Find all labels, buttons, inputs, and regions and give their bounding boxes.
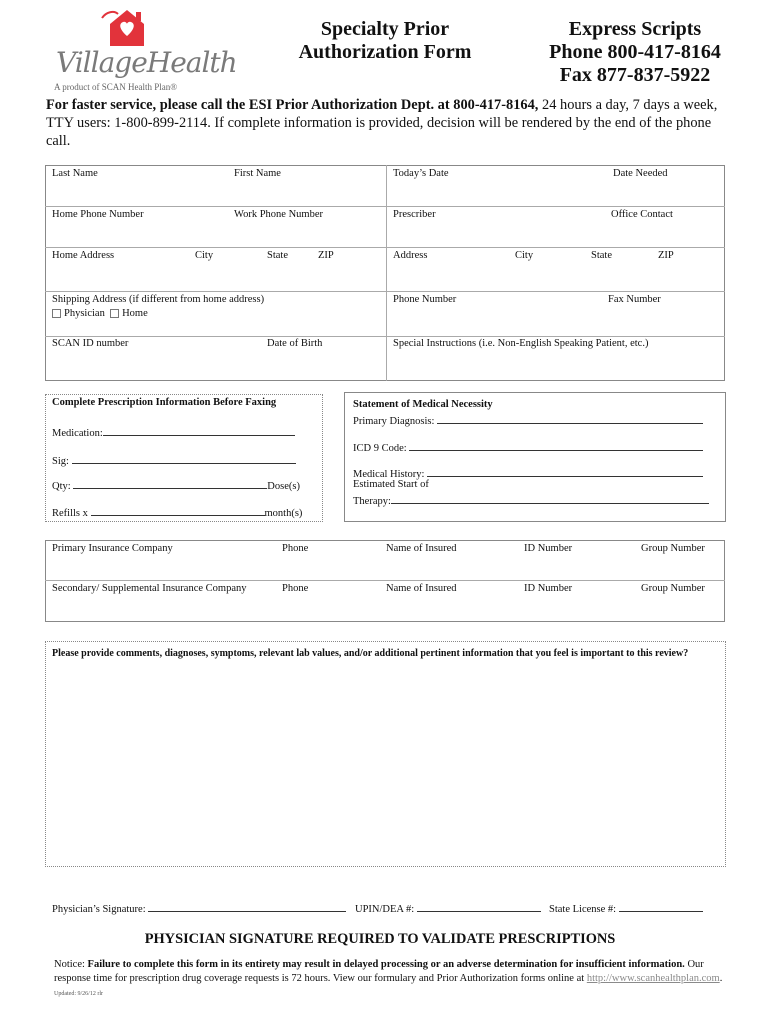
updated-note: Updated: 9/26/12 rlr (54, 991, 103, 997)
title-line-1: Specialty Prior (320, 18, 450, 40)
secondary-insured-field[interactable]: Name of Insured (386, 583, 457, 594)
title-line-2: Authorization Form (298, 41, 472, 63)
secondary-id-field[interactable]: ID Number (524, 583, 573, 594)
prescriber-address-field[interactable]: Address (393, 250, 428, 261)
first-name-field[interactable]: First Name (234, 168, 281, 179)
primary-diagnosis-field[interactable] (353, 412, 703, 427)
shipping-options (52, 308, 148, 319)
special-instructions-field[interactable]: Special Instructions (i.e. Non-English Speaking Patient, etc.) (393, 338, 649, 349)
dob-field[interactable]: Date of Birth (267, 338, 323, 349)
scan-website-link[interactable]: http://www.scanhealthplan.com (586, 973, 720, 984)
notice-label: Notice: (54, 959, 85, 970)
upin-dea-field[interactable] (355, 900, 541, 915)
last-name-field[interactable]: Last Name (52, 168, 98, 179)
express-scripts-contact (520, 18, 750, 87)
notice-paragraph (54, 958, 724, 1001)
home-phone-field[interactable]: Home Phone Number (52, 209, 144, 220)
prescription-heading: Complete Prescription Information Before Faxing (52, 397, 277, 408)
start-therapy-label-1: Estimated Start of (353, 479, 429, 490)
state-license-label: State License #: (549, 904, 617, 915)
home-option-label: Home (122, 308, 148, 319)
start-therapy-field[interactable] (353, 492, 709, 507)
months-label: month(s) (264, 508, 303, 519)
start-therapy-label-2: Therapy: (353, 496, 391, 507)
patient-state-field[interactable]: State (267, 250, 288, 261)
company-name: Express Scripts (568, 18, 702, 40)
physician-option-label: Physician (64, 308, 105, 319)
primary-diagnosis-label: Primary Diagnosis: (353, 416, 435, 427)
intro-bold: For faster service, please call the ESI Prior Authorization Dept. at 800-417-8164, (46, 97, 539, 113)
date-needed-field[interactable]: Date Needed (613, 168, 668, 179)
secondary-phone-field[interactable]: Phone (282, 583, 309, 594)
prescriber-city-field[interactable]: City (515, 250, 534, 261)
necessity-heading: Statement of Medical Necessity (353, 399, 493, 410)
comments-box[interactable] (45, 641, 726, 867)
patient-city-field[interactable]: City (195, 250, 214, 261)
patient-zip-field[interactable]: ZIP (318, 250, 334, 261)
medication-field[interactable] (52, 424, 295, 439)
prescriber-zip-field[interactable]: ZIP (658, 250, 674, 261)
shipping-address-field[interactable]: Shipping Address (if different from home address) (52, 294, 265, 305)
office-contact-field[interactable]: Office Contact (611, 209, 673, 220)
secondary-group-field[interactable]: Group Number (641, 583, 705, 594)
prescriber-field[interactable]: Prescriber (393, 209, 436, 220)
qty-label: Qty: (52, 481, 71, 492)
medical-history-label: Medical History: (353, 469, 425, 480)
todays-date-field[interactable]: Today’s Date (393, 168, 449, 179)
refills-field[interactable] (52, 504, 302, 519)
scan-id-field[interactable]: SCAN ID number (52, 338, 129, 349)
physician-checkbox[interactable] (52, 309, 61, 318)
logo-wordmark: VillageHealth (56, 46, 237, 79)
prescriber-state-field[interactable]: State (591, 250, 612, 261)
work-phone-field[interactable]: Work Phone Number (234, 209, 323, 220)
state-license-field[interactable] (549, 900, 703, 915)
notice-bold: Failure to complete this form in its entirety may result in delayed processing or an adverse determination for insufficient information. (84, 959, 685, 970)
upin-dea-label: UPIN/DEA #: (355, 904, 415, 915)
primary-phone-field[interactable]: Phone (282, 543, 309, 554)
primary-id-field[interactable]: ID Number (524, 543, 573, 554)
signature-required-heading: PHYSICIAN SIGNATURE REQUIRED TO VALIDATE PRESCRIPTIONS (144, 931, 616, 947)
physician-signature-field[interactable] (52, 900, 346, 915)
villagehealth-logo (54, 6, 237, 98)
comments-prompt: Please provide comments, diagnoses, symptoms, relevant lab values, and/or additional pertinent information that you feel is important to this review? (52, 648, 689, 659)
notice-period: . (719, 973, 723, 984)
sig-field[interactable] (52, 452, 296, 467)
icd9-label: ICD 9 Code: (353, 443, 407, 454)
logo-tagline: A product of SCAN Health Plan® (54, 82, 178, 92)
medication-label: Medication: (52, 428, 103, 439)
physician-signature-label: Physician’s Signature: (52, 904, 146, 915)
sig-label: Sig: (52, 456, 69, 467)
medical-history-field[interactable] (353, 465, 703, 480)
intro-rest: 24 hours a day, 7 days a week, TTY users: 1-800-899-2114. If complete information is provided, decision will be rendered by the end of the phone call. (46, 97, 718, 149)
dose-label: Dose(s) (267, 481, 300, 492)
prescriber-fax-field[interactable]: Fax Number (608, 294, 661, 305)
company-fax: Fax 877-837-5922 (559, 64, 711, 86)
primary-insurance-field[interactable]: Primary Insurance Company (52, 543, 173, 554)
notice-rest: Our response time for prescription drug coverage requests is 72 hours. View our formulary and Prior Authorization forms online at (54, 959, 704, 984)
icd9-field[interactable] (353, 439, 703, 454)
company-phone: Phone 800-417-8164 (549, 41, 721, 63)
refills-label: Refills x (52, 508, 88, 519)
primary-group-field[interactable]: Group Number (641, 543, 705, 554)
form-title (290, 18, 480, 64)
primary-insured-field[interactable]: Name of Insured (386, 543, 457, 554)
home-checkbox[interactable] (110, 309, 119, 318)
home-address-field[interactable]: Home Address (52, 250, 115, 261)
secondary-insurance-field[interactable]: Secondary/ Supplemental Insurance Company (52, 583, 247, 594)
intro-paragraph (46, 96, 736, 150)
qty-field[interactable] (52, 477, 300, 492)
prescriber-phone-field[interactable]: Phone Number (393, 294, 457, 305)
